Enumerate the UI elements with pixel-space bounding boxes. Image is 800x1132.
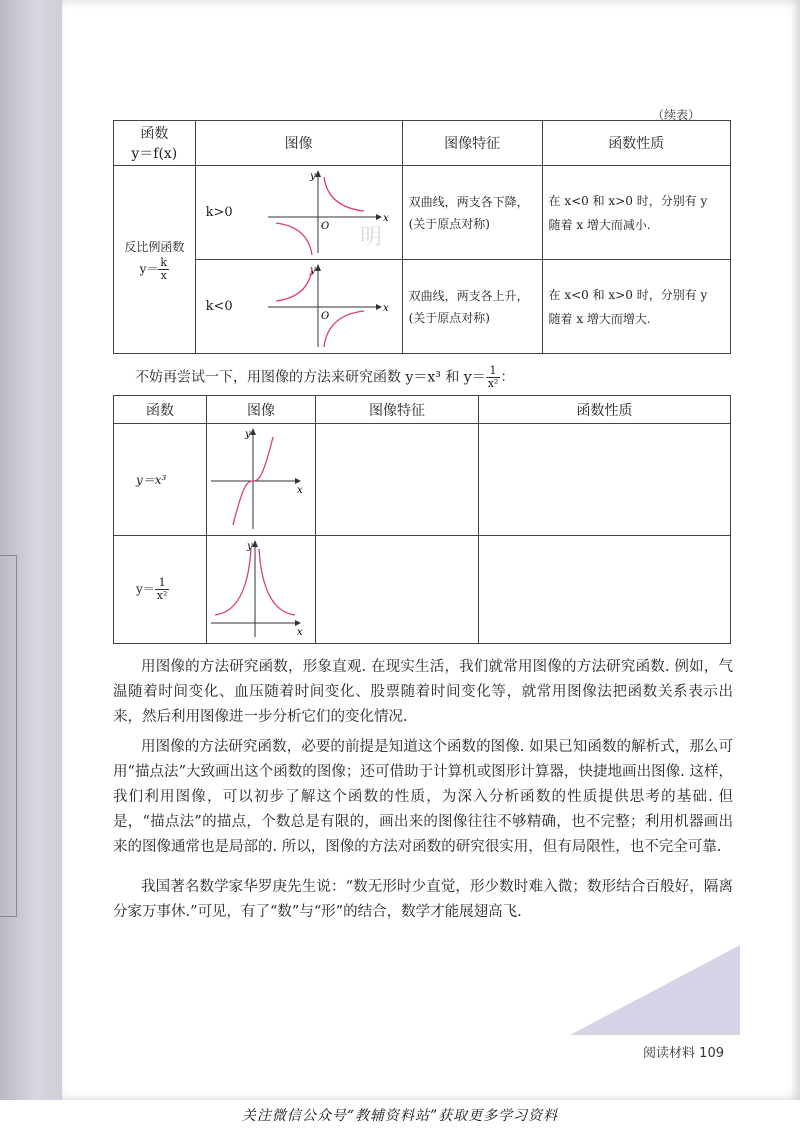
table1-header-function-label: 函数 y＝f(x): [131, 126, 178, 162]
property-line-1: 在 x<0 和 x>0 时，分别有 y: [548, 287, 708, 302]
inverse-square-branch-right: [259, 549, 295, 615]
table1-header-function: [114, 121, 196, 166]
body-paragraph-1: [113, 655, 733, 730]
x-axis-arrow: [295, 620, 301, 626]
fraction-denominator: x: [160, 269, 167, 282]
feature-line-1: 双曲线，两支各下降，: [408, 194, 529, 209]
table1-header-property: 函数性质: [542, 121, 730, 166]
cubic-property-cell: [479, 424, 731, 536]
paragraph-text: 用图像的方法研究函数，形象直观. 在现实生活，我们就常用图像的方法研究函数. 例如，气温随着时间变化、血压随着时间变化、股票随着时间变化等，就常用图像法把函数关系表示出来，然后利用图像进一步分析它们的变化情况.: [113, 659, 733, 725]
y-axis-arrow: [250, 428, 256, 435]
inverse-square-denominator: x²: [156, 589, 168, 602]
y-axis-label: y: [245, 428, 251, 440]
inverse-square-graph: [207, 537, 303, 643]
table1-header-feature: 图像特征: [402, 121, 542, 166]
y-axis-arrow: [252, 540, 258, 547]
feature-line-2: (关于原点对称): [408, 310, 490, 325]
feature-line-1: 双曲线，两支各上升，: [408, 288, 529, 303]
inverse-function-label: 反比例函数: [124, 240, 185, 254]
x-axis-label: x: [297, 626, 303, 638]
y-axis-arrow: [315, 170, 321, 177]
table2-row-cubic: [114, 424, 731, 536]
table1-feature-k-positive: [402, 166, 542, 260]
power-function-table: [113, 395, 731, 644]
table1-feature-k-negative: [402, 260, 542, 354]
x-axis-arrow: [376, 214, 382, 220]
continued-table-mark: （续表）: [651, 108, 700, 122]
adjacent-table-edge: [0, 555, 17, 917]
footer-triangle: [570, 945, 740, 1035]
condition-k-negative: k<0: [195, 260, 239, 354]
table2-header-property: 函数性质: [479, 396, 731, 424]
formula-fraction: [158, 257, 169, 282]
cubic-graph: [207, 425, 303, 535]
table1-row-k-positive: [114, 166, 731, 260]
table2-row-inverse-square: [114, 536, 731, 644]
hyperbola-branch-q4: [324, 311, 364, 347]
x-axis-label: x: [382, 212, 389, 224]
origin-label: O: [320, 220, 329, 232]
table1-property-k-negative: [542, 260, 730, 354]
condition-k-positive: k>0: [195, 166, 239, 260]
table1-function-cell: [114, 166, 196, 354]
table2-header-feature: 图像特征: [316, 396, 479, 424]
x-axis-arrow: [295, 478, 301, 484]
property-line-1: 在 x<0 和 x>0 时，分别有 y: [548, 193, 708, 208]
inverse-square-branch-left: [215, 549, 251, 615]
intro-text: 不妨再尝试一下，用图像的方法来研究函数 y＝x³ 和 y＝: [135, 369, 486, 386]
intro-fraction: [486, 365, 501, 390]
body-paragraph-3: [113, 875, 733, 925]
table2-header-row: [114, 396, 731, 424]
hyperbola-branch-q2: [276, 269, 312, 301]
cubic-graph-cell: [207, 424, 316, 536]
bleed-through-watermark: 明: [360, 225, 383, 250]
table1-property-k-positive: [542, 166, 730, 260]
inverse-square-function-label: [114, 536, 207, 644]
graph-k-negative: [240, 261, 402, 353]
inverse-square-fraction: [155, 577, 170, 602]
x-axis-label: x: [382, 302, 389, 314]
property-line-2: 随着 x 增大而减小.: [548, 217, 651, 232]
feature-line-2: (关于原点对称): [408, 216, 490, 231]
inverse-square-graph-cell: [207, 536, 316, 644]
paragraph-text: 用图像的方法研究函数，必要的前提是知道这个函数的图像. 如果已知函数的解析式，那么可用“描点法”大致画出这个函数的图像；还可借助于计算机或图形计算器，快捷地画出图像. 这样，我们利用图像，可以初步了解这个函数的性质，为深入分析函数的性质提供思考的基础. 但是，“描点法”的描点，个数总是有限的，画出来的图像往往不够精确，也不完整；利用机器画出来的图像通常也是局部的. 所以，图像的方法对函数的研究很实用，但有局限性，也不完全可靠.: [113, 739, 733, 855]
x-axis-label: x: [297, 484, 303, 496]
intro-fraction-denominator: x²: [487, 377, 499, 390]
x-axis-arrow: [376, 304, 382, 310]
adjacent-page-edge: [0, 0, 62, 1100]
table1-header-graph: 图像: [195, 121, 402, 166]
bottom-banner: 关注微信公众号“教辅资料站”获取更多学习资料: [0, 1100, 800, 1132]
cubic-feature-cell: [316, 424, 479, 536]
intro-sentence: [135, 365, 514, 390]
page-footer: 阅读材料 109: [643, 1046, 724, 1061]
inverse-square-property-cell: [479, 536, 731, 644]
origin-label: O: [320, 310, 329, 322]
y-axis-label: y: [247, 540, 253, 552]
property-line-2: 随着 x 增大而增大.: [548, 311, 651, 326]
body-paragraph-2: [113, 735, 733, 860]
cubic-function-label: y＝x³: [114, 424, 207, 536]
inverse-square-feature-cell: [316, 536, 479, 644]
inverse-square-numerator: 1: [155, 577, 170, 590]
hyperbola-branch-q1: [324, 177, 364, 211]
table2-header-graph: 图像: [207, 396, 316, 424]
y-axis-label: y: [309, 264, 316, 276]
y-axis-arrow: [315, 264, 321, 271]
inverse-function-formula: [120, 257, 189, 282]
footer-decoration: [570, 945, 740, 1035]
graph-k-negative-cell: [240, 260, 403, 354]
hyperbola-branch-q3: [276, 223, 312, 255]
table2-header-function: 函数: [114, 396, 207, 424]
inverse-square-prefix: y＝: [136, 582, 155, 596]
inverse-function-table: [113, 120, 731, 354]
table1-header-row: [114, 121, 731, 166]
formula-prefix: y＝: [139, 262, 159, 276]
intro-fraction-numerator: 1: [486, 365, 501, 378]
intro-suffix: ：: [500, 369, 515, 386]
paragraph-text: 我国著名数学家华罗庚先生说：“数无形时少直觉，形少数时难入微；数形结合百般好，隔离分家万事休.”可见，有了“数”与“形”的结合，数学才能展翅高飞.: [113, 879, 733, 920]
table1-row-k-negative: [114, 260, 731, 354]
y-axis-label: y: [309, 170, 316, 182]
fraction-numerator: k: [160, 256, 168, 269]
